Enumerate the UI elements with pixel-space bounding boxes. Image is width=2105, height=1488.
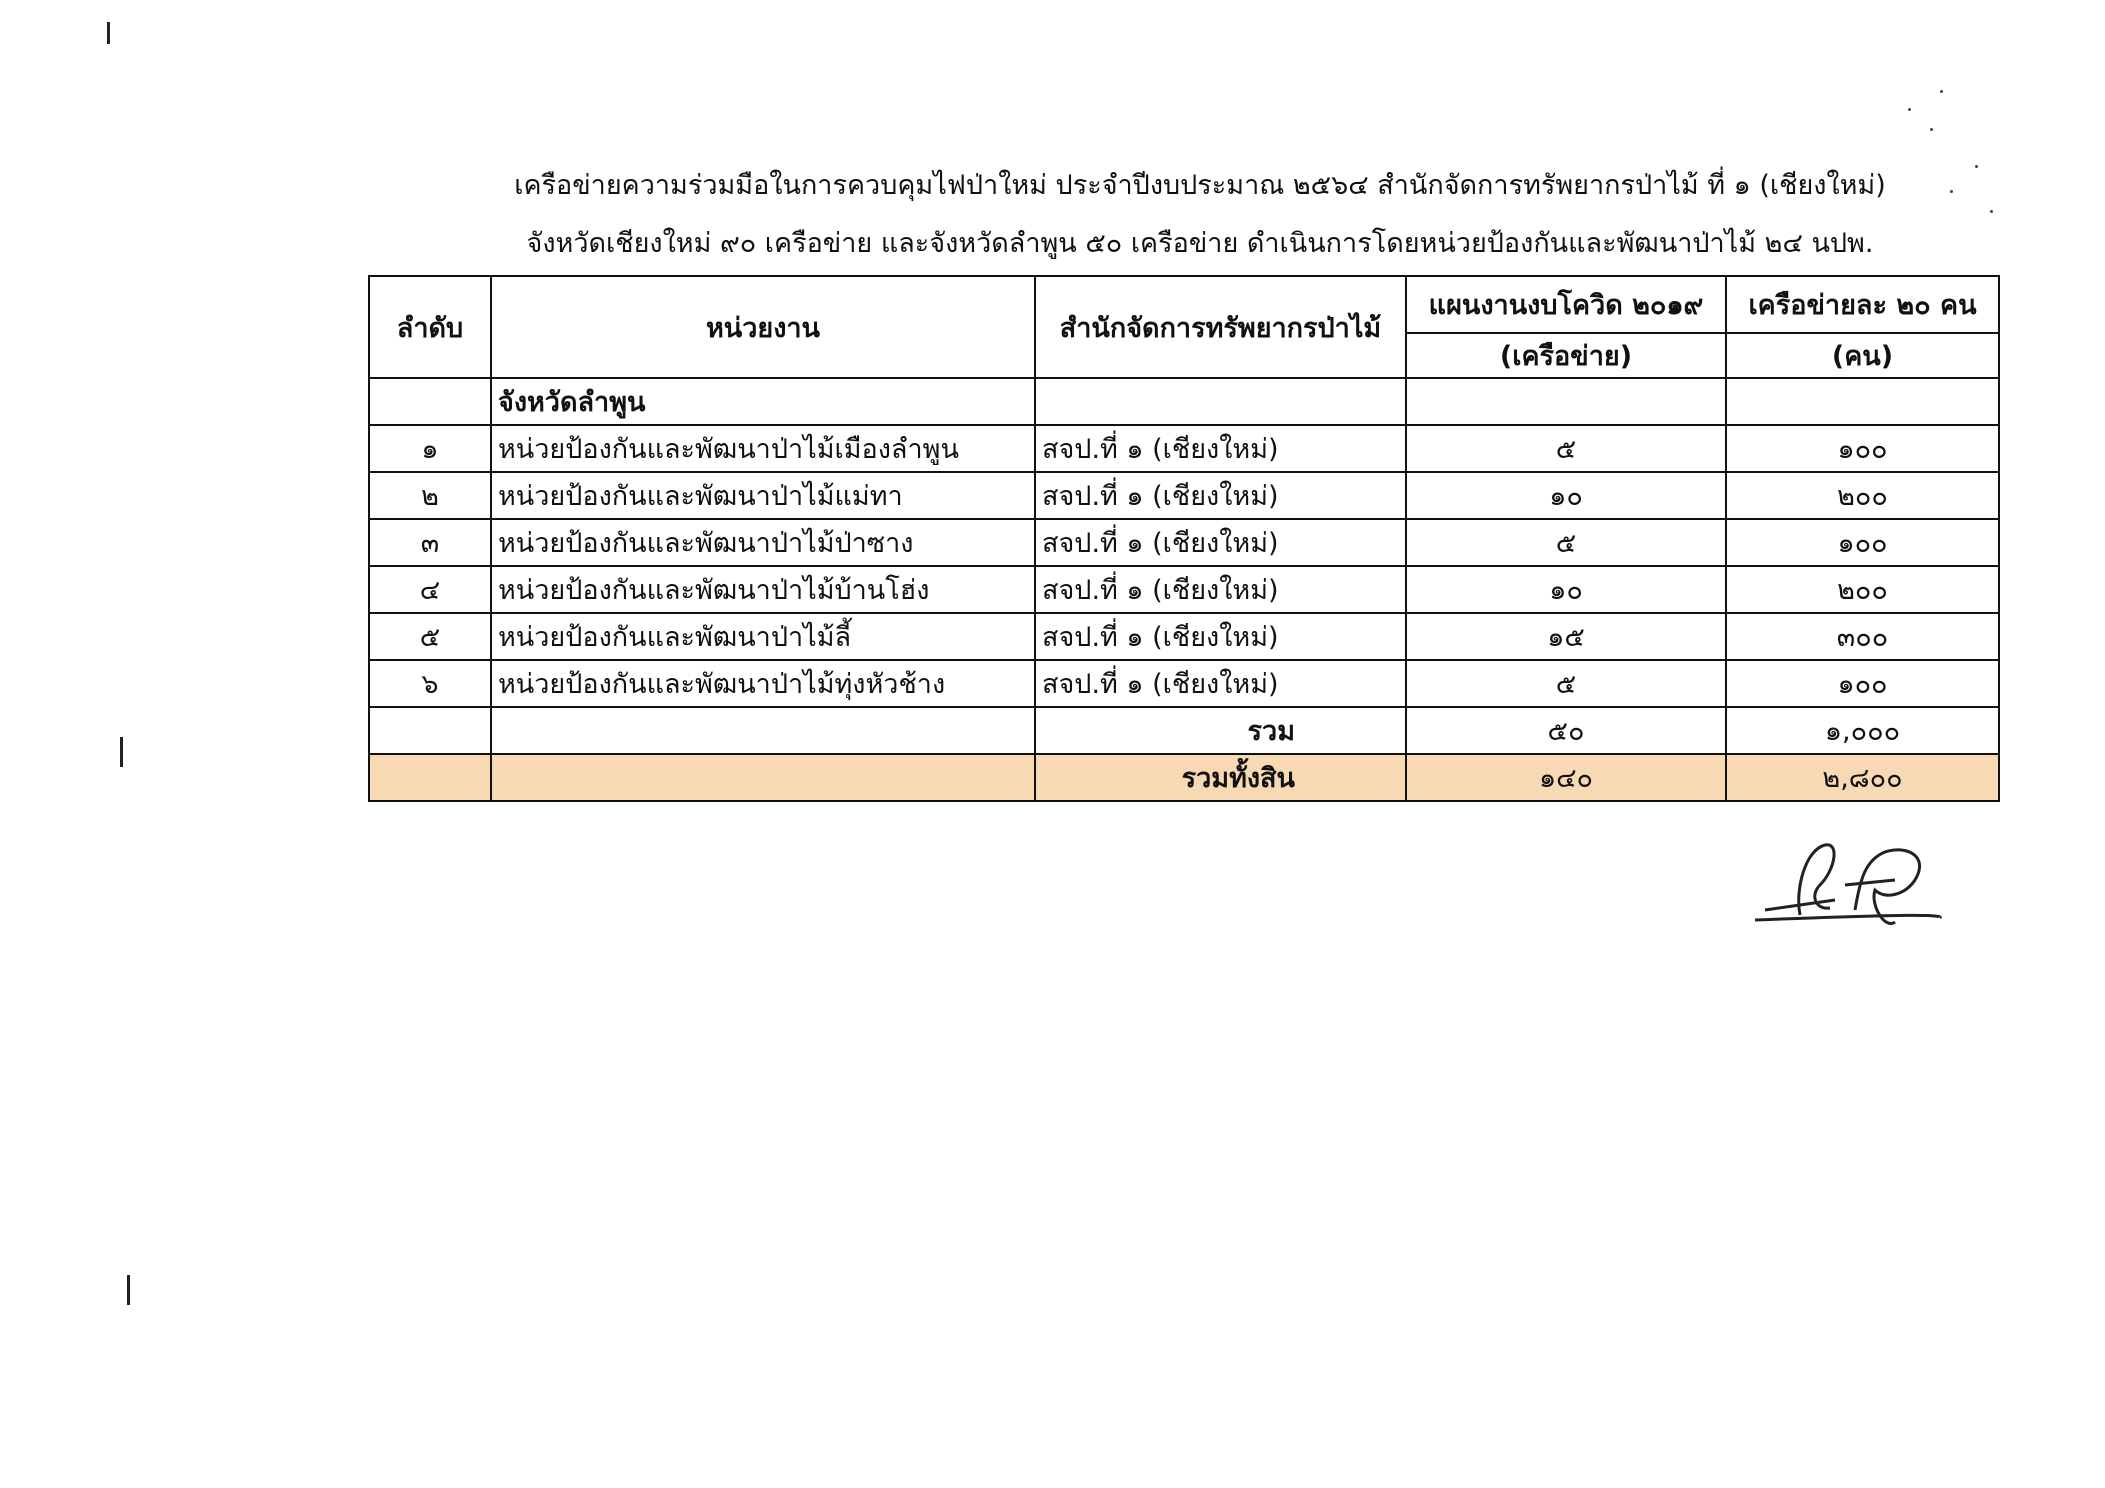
row-networks: ๑๕ [1406, 613, 1726, 660]
header-office: สำนักจัดการทรัพยากรป่าไม้ [1035, 276, 1406, 378]
row-unit: หน่วยป้องกันและพัฒนาป่าไม้ทุ่งหัวช้าง [491, 660, 1035, 707]
table-row [369, 425, 1999, 472]
row-order: ๖ [369, 660, 491, 707]
row-people: ๒๐๐ [1726, 566, 1999, 613]
row-order: ๓ [369, 519, 491, 566]
row-unit: หน่วยป้องกันและพัฒนาป่าไม้แม่ทา [491, 472, 1035, 519]
row-office: สจป.ที่ ๑ (เชียงใหม่) [1035, 613, 1406, 660]
scan-dot [1940, 90, 1943, 93]
row-office: สจป.ที่ ๑ (เชียงใหม่) [1035, 425, 1406, 472]
row-office: สจป.ที่ ๑ (เชียงใหม่) [1035, 519, 1406, 566]
document-title-line-2: จังหวัดเชียงใหม่ ๙๐ เครือข่าย และจังหวัดลำพูน ๕๐ เครือข่าย ดำเนินการโดยหน่วยป้องกันและพัฒนาป่าไม้ ๒๔ นปพ. [526, 228, 1874, 259]
section-label: จังหวัดลำพูน [491, 378, 1035, 425]
row-networks: ๕ [1406, 425, 1726, 472]
row-unit: หน่วยป้องกันและพัฒนาป่าไม้ลี้ [491, 613, 1035, 660]
row-order: ๒ [369, 472, 491, 519]
subtotal-label: รวม [1035, 707, 1406, 754]
subtotal-people: ๑,๐๐๐ [1726, 707, 1999, 754]
grand-total-cell-empty [491, 754, 1035, 801]
network-table [368, 275, 2000, 802]
scan-mark [107, 22, 110, 44]
scan-dot [1990, 210, 1993, 213]
row-networks: ๑๐ [1406, 566, 1726, 613]
grand-total-networks: ๑๔๐ [1406, 754, 1726, 801]
scan-dot [1930, 128, 1933, 131]
subtotal-networks: ๕๐ [1406, 707, 1726, 754]
section-cell-empty [1726, 378, 1999, 425]
table-row [369, 519, 1999, 566]
table-row [369, 566, 1999, 613]
signature-image [1745, 830, 1945, 940]
subtotal-cell-empty [369, 707, 491, 754]
subtotal-cell-empty [491, 707, 1035, 754]
section-row [369, 378, 1999, 425]
scan-mark [127, 1275, 130, 1305]
section-cell-empty [369, 378, 491, 425]
subtotal-row [369, 707, 1999, 754]
scan-mark [120, 737, 123, 767]
row-order: ๑ [369, 425, 491, 472]
row-unit: หน่วยป้องกันและพัฒนาป่าไม้เมืองลำพูน [491, 425, 1035, 472]
grand-total-cell-empty [369, 754, 491, 801]
table-header-row [369, 276, 1999, 333]
row-networks: ๕ [1406, 519, 1726, 566]
row-networks: ๑๐ [1406, 472, 1726, 519]
row-unit: หน่วยป้องกันและพัฒนาป่าไม้บ้านโฮ่ง [491, 566, 1035, 613]
row-people: ๒๐๐ [1726, 472, 1999, 519]
header-plan-unit: (เครือข่าย) [1406, 333, 1726, 378]
table-row [369, 472, 1999, 519]
row-office: สจป.ที่ ๑ (เชียงใหม่) [1035, 472, 1406, 519]
row-unit: หน่วยป้องกันและพัฒนาป่าไม้ป่าซาง [491, 519, 1035, 566]
row-office: สจป.ที่ ๑ (เชียงใหม่) [1035, 566, 1406, 613]
header-people-unit: (คน) [1726, 333, 1999, 378]
grand-total-people: ๒,๘๐๐ [1726, 754, 1999, 801]
scan-dot [1908, 108, 1911, 111]
header-people: เครือข่ายละ ๒๐ คน [1726, 276, 1999, 333]
header-order: ลำดับ [369, 276, 491, 378]
row-people: ๑๐๐ [1726, 425, 1999, 472]
table-row [369, 613, 1999, 660]
row-people: ๓๐๐ [1726, 613, 1999, 660]
section-cell-empty [1406, 378, 1726, 425]
row-networks: ๕ [1406, 660, 1726, 707]
table-row [369, 660, 1999, 707]
grand-total-label: รวมทั้งสิน [1035, 754, 1406, 801]
row-people: ๑๐๐ [1726, 519, 1999, 566]
header-plan: แผนงานงบโควิด ๒๐๑๙ [1406, 276, 1726, 333]
header-unit: หน่วยงาน [491, 276, 1035, 378]
section-cell-empty [1035, 378, 1406, 425]
row-order: ๔ [369, 566, 491, 613]
document-title-line-1: เครือข่ายความร่วมมือในการควบคุมไฟป่าใหม่ ประจำปีงบประมาณ ๒๕๖๔ สำนักจัดการทรัพยากรป่าไม้ ที่ ๑ (เชียงใหม่) [514, 170, 1886, 201]
row-people: ๑๐๐ [1726, 660, 1999, 707]
grand-total-row [369, 754, 1999, 801]
row-order: ๕ [369, 613, 491, 660]
row-office: สจป.ที่ ๑ (เชียงใหม่) [1035, 660, 1406, 707]
